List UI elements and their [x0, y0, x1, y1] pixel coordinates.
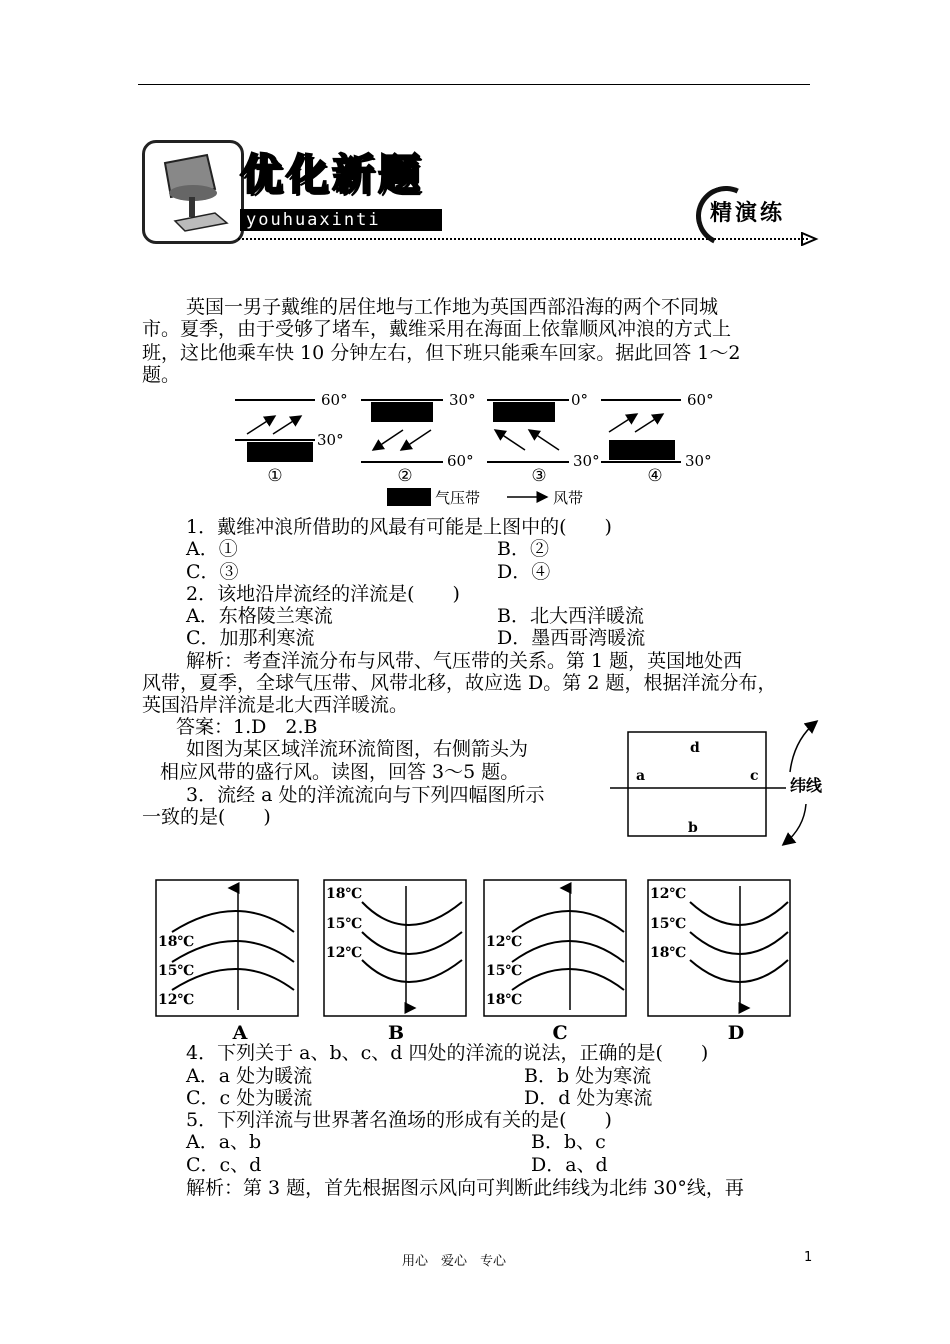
isotherm-label-d: D [727, 1022, 745, 1044]
q2-option-b: B．北大西洋暖流 [497, 605, 644, 627]
answer1: 答案：1.D 2.B [176, 716, 318, 738]
q5-option-a: A．a、b [186, 1131, 262, 1153]
banner-subtitle: youhuaxinti [240, 209, 442, 231]
isotherm-label-b: B [387, 1022, 405, 1044]
q3-stem-line-2: 一致的是( ) [142, 806, 271, 828]
q1-option-b: B．② [497, 538, 549, 560]
legend-pressure-label: 气压带 [435, 489, 481, 507]
panel-4 [601, 391, 714, 486]
top-rule [138, 84, 810, 85]
wind-belt-figure [225, 384, 725, 514]
q5-option-c: C．c、d [186, 1154, 262, 1176]
analysis1-line-3: 英国沿岸洋流是北大西洋暖流。 [142, 694, 409, 716]
panel-4-bottom-lat: 30° [685, 452, 712, 470]
q2-stem: 2．该地沿岸流经的洋流是( ) [186, 583, 460, 605]
svg-text:15℃: 15℃ [158, 963, 195, 979]
q3-stem-line-1: 3．流经 a 处的洋流流向与下列四幅图所示 [186, 784, 545, 806]
intro2-line-2: 相应风带的盛行风。读图，回答 3～5 题。 [160, 761, 520, 783]
panel-4-number: ④ [647, 466, 663, 486]
analysis2-line-1: 解析：第 3 题，首先根据图示风向可判断此纬线为北纬 30°线，再 [186, 1177, 744, 1199]
label-c: c [750, 768, 759, 784]
svg-text:18℃: 18℃ [486, 992, 523, 1008]
q1-option-a: A．① [186, 538, 238, 560]
q2-option-c: C．加那利寒流 [186, 627, 315, 649]
svg-text:12℃: 12℃ [650, 886, 687, 902]
page-number: 1 [804, 1250, 813, 1265]
panel-3-top-lat: 0° [571, 391, 589, 409]
panel-3-bottom-lat: 30° [573, 452, 600, 470]
panel-1-number: ① [267, 466, 283, 486]
q1-option-c: C．③ [186, 561, 239, 583]
panel-1-bottom-lat: 30° [317, 431, 344, 449]
q1-stem: 1．戴维冲浪所借助的风最有可能是上图中的( ) [186, 516, 612, 538]
isotherm-label-a: A [232, 1022, 248, 1044]
isotherm-label-c: C [552, 1022, 568, 1044]
isotherm-panel-a [156, 880, 298, 1044]
isotherm-panel-c [484, 880, 626, 1044]
isotherm-figures [150, 876, 800, 1046]
q4-option-d: D．d 处为寒流 [524, 1087, 653, 1109]
footer-motto: 用心 爱心 专心 [402, 1254, 507, 1269]
q5-option-b: B．b、c [531, 1131, 606, 1153]
badge-label: 精演练 [710, 200, 786, 226]
latitude-label: 纬线 [790, 776, 823, 795]
intro-line-1: 英国一男子戴维的居住地与工作地为英国西部沿海的两个不同城 [186, 296, 719, 318]
lamp-logo [142, 140, 244, 244]
q2-option-d: D．墨西哥湾暖流 [497, 627, 646, 649]
q2-option-a: A．东格陵兰寒流 [186, 605, 333, 627]
legend-pressure-swatch [387, 488, 431, 506]
q1-option-d: D．④ [497, 561, 551, 583]
label-a: a [636, 768, 646, 784]
panel-1 [235, 391, 348, 486]
svg-text:15℃: 15℃ [486, 963, 523, 979]
panel-3-number: ③ [531, 466, 547, 486]
q4-option-a: A．a 处为暖流 [186, 1065, 313, 1087]
isotherm-panel-b [324, 880, 466, 1044]
svg-text:18℃: 18℃ [326, 886, 363, 902]
panel-2 [361, 391, 476, 486]
panel-4-top-lat: 60° [687, 391, 714, 409]
q5-option-d: D．a、d [531, 1154, 608, 1176]
svg-text:15℃: 15℃ [326, 916, 363, 932]
q4-option-b: B．b 处为寒流 [524, 1065, 652, 1087]
current-circulation-figure [610, 712, 840, 852]
arrow-right-icon [800, 232, 820, 246]
svg-text:18℃: 18℃ [158, 934, 195, 950]
panel-2-bottom-lat: 60° [447, 452, 474, 470]
analysis1-line-2: 风带，夏季，全球气压带、风带北移，故应选 D。第 2 题，根据洋流分布， [142, 672, 777, 694]
legend-wind-label: 风带 [553, 489, 584, 507]
q4-option-c: C．c 处为暖流 [186, 1087, 313, 1109]
svg-text:18℃: 18℃ [650, 945, 687, 961]
panel-2-number: ② [397, 466, 413, 486]
svg-text:12℃: 12℃ [326, 945, 363, 961]
panel-1-top-lat: 60° [321, 391, 348, 409]
svg-text:15℃: 15℃ [650, 916, 687, 932]
intro-line-2: 市。夏季，由于受够了堵车，戴维采用在海面上依靠顺风冲浪的方式上 [142, 318, 732, 340]
label-d: d [690, 740, 700, 756]
panel-2-top-lat: 30° [449, 391, 476, 409]
intro-line-4: 题。 [142, 364, 181, 386]
q4-stem: 4．下列关于 a、b、c、d 四处的洋流的说法，正确的是( ) [186, 1042, 709, 1064]
panel-3 [487, 391, 600, 486]
svg-text:12℃: 12℃ [158, 992, 195, 1008]
q5-stem: 5．下列洋流与世界著名渔场的形成有关的是( ) [186, 1109, 612, 1131]
intro-line-3: 班，这比他乘车快 10 分钟左右，但下班只能乘车回家。据此回答 1～2 [142, 342, 741, 364]
isotherm-panel-d [648, 880, 790, 1044]
analysis1-line-1: 解析：考查洋流分布与风带、气压带的关系。第 1 题，英国地处西 [186, 650, 743, 672]
svg-text:12℃: 12℃ [486, 934, 523, 950]
banner-title: 优化新题 [240, 150, 425, 199]
label-b: b [688, 820, 698, 836]
intro2-line-1: 如图为某区域洋流环流简图，右侧箭头为 [186, 738, 529, 760]
